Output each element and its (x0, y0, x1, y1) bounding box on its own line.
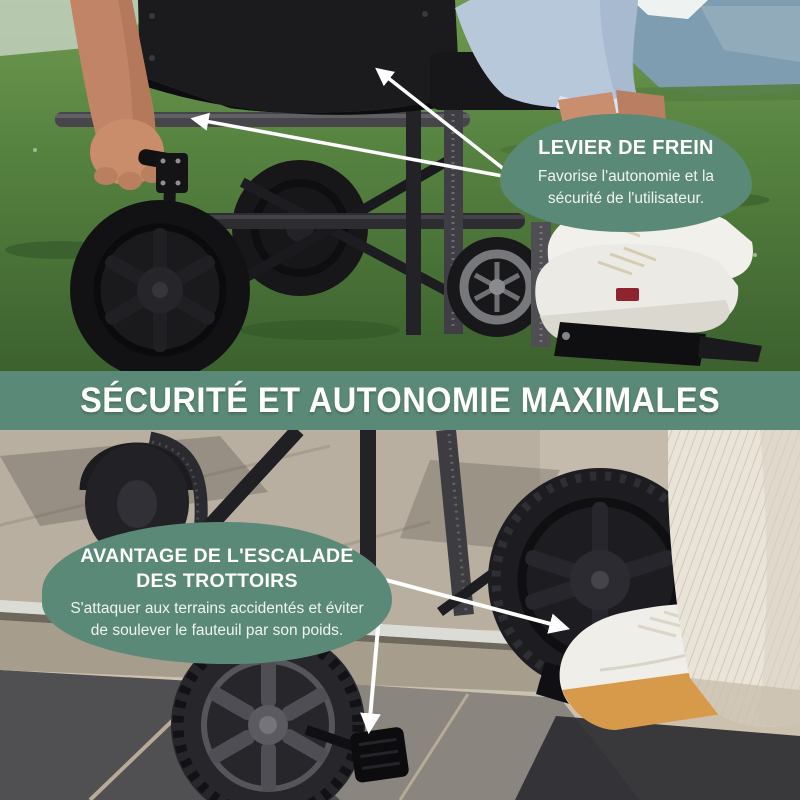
callout-title: LEVIER DE FREIN (538, 137, 714, 159)
shoe-label (616, 288, 639, 301)
headline-banner (0, 371, 800, 430)
callout-body: Favorise l'autonomie et la sécurité de l'utilisateur. (537, 168, 715, 207)
callout-curb-climbing (42, 522, 392, 664)
callout-body: S'attaquer aux terrains accidentés et éviter de soulever le fauteuil par son poids. (70, 599, 364, 639)
callout-title: AVANTAGE DE L'ESCALADE DES TROTTOIRS (80, 545, 354, 592)
rear-wheel (70, 200, 250, 372)
headline-text: SÉCURITÉ ET AUTONOMIE MAXIMALES (79, 380, 721, 420)
